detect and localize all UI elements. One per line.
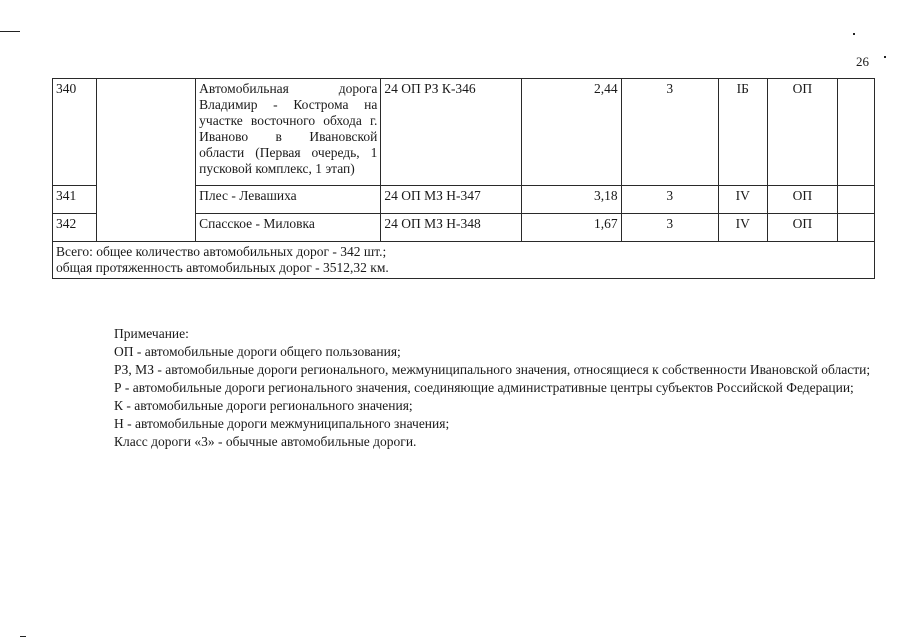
note-n: Н - автомобильные дороги межмуниципального значения; [114, 416, 450, 431]
note-op: ОП - автомобильные дороги общего пользования; [114, 344, 401, 359]
road-name: Спасское - Миловка [196, 214, 381, 242]
scan-mark-bottom-left [20, 636, 26, 637]
empty-cell [837, 214, 874, 242]
row-number: 341 [53, 186, 97, 214]
road-class: IБ [718, 79, 767, 186]
empty-cell [837, 79, 874, 186]
row-number: 342 [53, 214, 97, 242]
road-id: 24 ОП РЗ К-346 [381, 79, 521, 186]
road-length: 2,44 [521, 79, 621, 186]
note-class3: Класс дороги «3» - обычные автомобильные дороги. [114, 434, 417, 449]
total-cell [53, 242, 875, 279]
table-row [53, 79, 875, 186]
road-class: IV [718, 186, 767, 214]
scan-mark-top-left [0, 31, 20, 32]
merged-blank-cell [97, 79, 196, 242]
road-length: 1,67 [521, 214, 621, 242]
road-type: ОП [767, 214, 837, 242]
road-id: 24 ОП МЗ Н-347 [381, 186, 521, 214]
total-length: общая протяженность автомобильных дорог - 3512,32 км. [56, 260, 389, 275]
road-category: 3 [621, 214, 718, 242]
scan-mark-page-dot [884, 56, 886, 58]
road-category: 3 [621, 79, 718, 186]
empty-cell [837, 186, 874, 214]
total-count: Всего: общее количество автомобильных дорог - 342 шт.; [56, 244, 387, 259]
scan-mark-top-right [853, 33, 855, 35]
page-number: 26 [856, 54, 869, 69]
note-r: Р - автомобильные дороги регионального значения, соединяющие административные центры субъектов Российской Федерации; [114, 380, 854, 395]
road-name: Плес - Левашиха [196, 186, 381, 214]
road-length: 3,18 [521, 186, 621, 214]
notes-heading: Примечание: [114, 326, 189, 341]
road-type: ОП [767, 79, 837, 186]
road-name: Автомобильная дорога Владимир - Кострома на участке восточного обхода г. Иваново в Ивановской области (Первая очередь, 1 пусковой комплекс, 1 этап) [196, 79, 381, 186]
note-rz-mz: РЗ, МЗ - автомобильные дороги регионального, межмуниципального значения, относящиеся к собственности Ивановской области; [114, 362, 871, 377]
row-number: 340 [53, 79, 97, 186]
road-category: 3 [621, 186, 718, 214]
note-k: К - автомобильные дороги регионального значения; [114, 398, 413, 413]
total-row [53, 242, 875, 279]
notes-section [76, 325, 876, 451]
road-id: 24 ОП МЗ Н-348 [381, 214, 521, 242]
roads-table [52, 78, 875, 279]
road-type: ОП [767, 186, 837, 214]
road-class: IV [718, 214, 767, 242]
